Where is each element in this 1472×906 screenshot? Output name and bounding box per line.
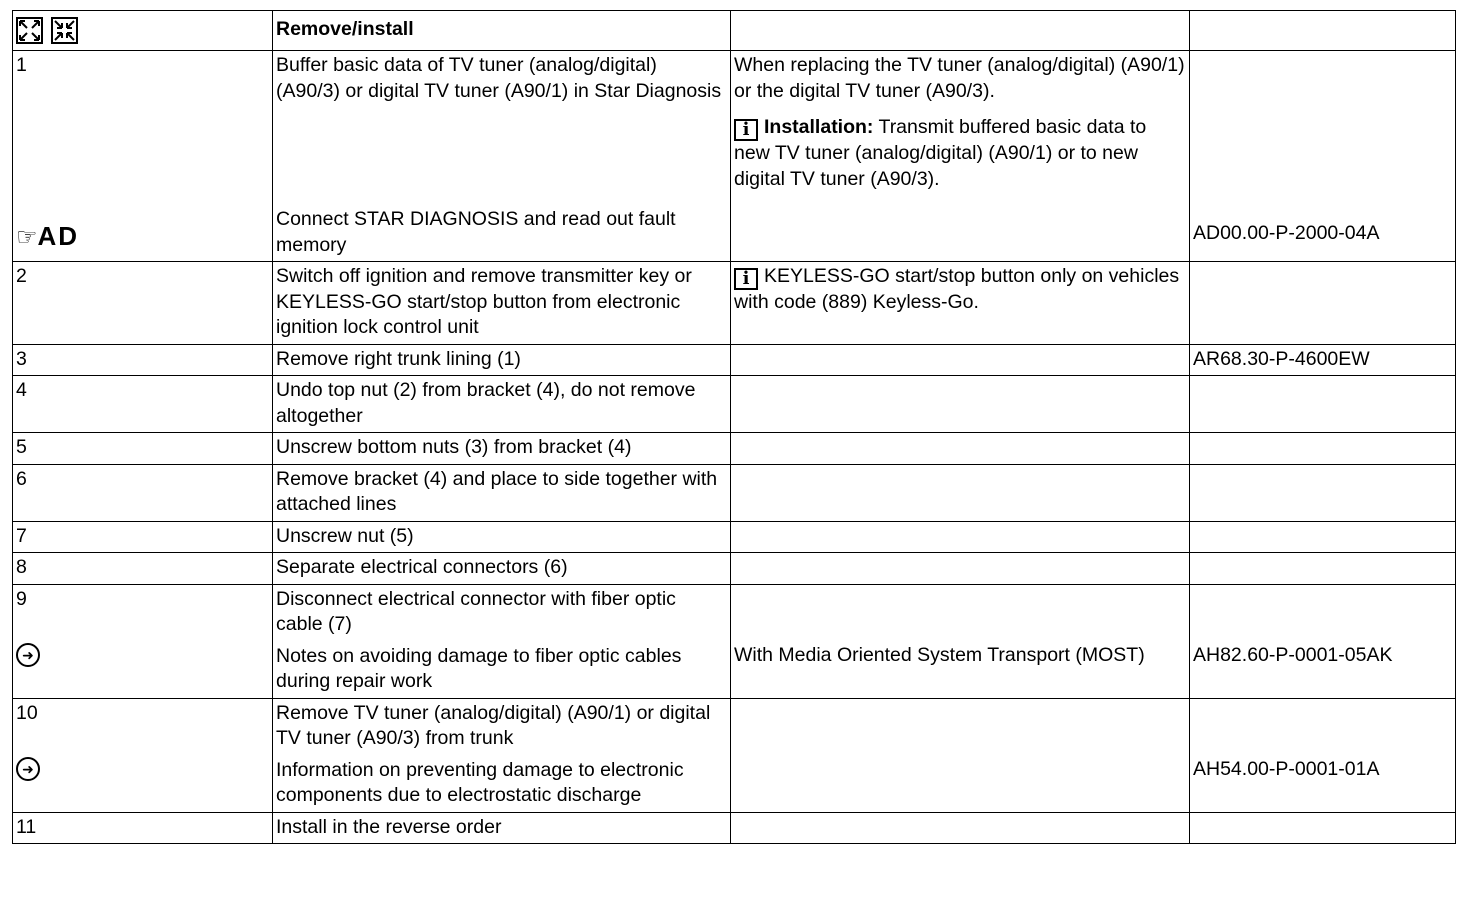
ref-cell (1190, 51, 1456, 262)
note-cell (731, 464, 1190, 521)
table-row (13, 433, 1456, 465)
header-empty (1190, 11, 1456, 51)
ref-cell (1190, 433, 1456, 465)
step-number: 7 (13, 521, 273, 553)
ref-cell (1190, 698, 1456, 812)
reference-link[interactable]: AR68.30-P-4600EW (1190, 344, 1456, 376)
task-text: Unscrew nut (5) (273, 521, 731, 553)
note-cell (731, 584, 1190, 698)
ad-badge (16, 221, 268, 253)
procedure-table (12, 10, 1456, 844)
step-number: 8 (13, 553, 273, 585)
task-text: Undo top nut (2) from bracket (4), do not remove altogether (273, 376, 731, 433)
table-row (13, 584, 1456, 698)
table-row (13, 521, 1456, 553)
task-text: Notes on avoiding damage to fiber optic cables during repair work (276, 644, 682, 692)
table-header-row (13, 11, 1456, 51)
note-circle-icon: ➜ (16, 643, 40, 667)
header-title: Remove/install (273, 11, 731, 51)
info-icon: i (734, 268, 758, 290)
ref-cell (1190, 812, 1456, 844)
ref-cell (1190, 521, 1456, 553)
task-text: Remove TV tuner (analog/digital) (A90/1) or digital TV tuner (A90/3) from trunk (276, 701, 711, 749)
step-cell (13, 698, 273, 812)
task-cell (273, 698, 731, 812)
note-cell (731, 698, 1190, 812)
step-number: 2 (13, 262, 273, 345)
note-installation (734, 115, 1185, 192)
reference-link[interactable]: AH82.60-P-0001-05AK (1193, 643, 1393, 666)
table-row (13, 698, 1456, 812)
note-bold-label: Installation: (764, 116, 874, 138)
note-circle-icon: ➜ (16, 757, 40, 781)
info-icon: i (734, 119, 758, 141)
task-cell (273, 51, 731, 262)
task-text: Switch off ignition and remove transmitter key or KEYLESS-GO start/stop button from electronic ignition lock control unit (273, 262, 731, 345)
note-cell (731, 344, 1190, 376)
ad-label: AD (37, 220, 80, 251)
task-text: Install in the reverse order (273, 812, 731, 844)
note-text: Transmit buffered basic data to new TV tuner (analog/digital) (A90/1) or to new digital TV tuner (A90/3). (734, 116, 1147, 190)
collapse-icon[interactable] (51, 17, 78, 44)
ref-cell (1190, 262, 1456, 345)
reference-link[interactable]: AD00.00-P-2000-04A (1193, 222, 1380, 244)
step-number: 6 (13, 464, 273, 521)
note-cell (731, 262, 1190, 345)
note-text: KEYLESS-GO start/stop button only on vehicles with code (889) Keyless-Go. (734, 265, 1180, 313)
table-row (13, 812, 1456, 844)
note-cell (731, 812, 1190, 844)
task-text: Disconnect electrical connector with fiber optic cable (7) (276, 587, 676, 635)
table-row (13, 376, 1456, 433)
table-row (13, 464, 1456, 521)
header-empty (731, 11, 1190, 51)
table-row (13, 344, 1456, 376)
table-row (13, 262, 1456, 345)
ref-cell (1190, 584, 1456, 698)
note-cell (731, 51, 1190, 262)
task-text: Connect STAR DIAGNOSIS and read out fault memory (276, 208, 676, 256)
note-cell (731, 433, 1190, 465)
task-text: Unscrew bottom nuts (3) from bracket (4) (273, 433, 731, 465)
task-cell (273, 584, 731, 698)
expand-icon[interactable] (16, 17, 43, 44)
step-number: 11 (13, 812, 273, 844)
note-text: When replacing the TV tuner (analog/digital) (A90/1) or the digital TV tuner (A90/3). (734, 54, 1185, 102)
step-number: 3 (13, 344, 273, 376)
header-icon-cell (13, 11, 273, 51)
reference-link[interactable]: AH54.00-P-0001-01A (1193, 757, 1380, 780)
step-cell (13, 51, 273, 262)
task-text: Remove bracket (4) and place to side together with attached lines (273, 464, 731, 521)
step-number: 9 (16, 587, 27, 610)
note-text: With Media Oriented System Transport (MOST) (734, 643, 1145, 666)
step-number: 1 (16, 54, 27, 76)
task-text: Remove right trunk lining (1) (273, 344, 731, 376)
note-cell (731, 376, 1190, 433)
step-number: 5 (13, 433, 273, 465)
table-row (13, 553, 1456, 585)
task-text: Separate electrical connectors (6) (273, 553, 731, 585)
note-cell (731, 553, 1190, 585)
step-cell (13, 584, 273, 698)
ref-cell (1190, 553, 1456, 585)
ref-cell (1190, 376, 1456, 433)
ref-cell (1190, 464, 1456, 521)
step-number: 4 (13, 376, 273, 433)
pointing-hand-icon: ☞ (16, 223, 38, 251)
step-number: 10 (16, 701, 38, 724)
table-row (13, 51, 1456, 262)
task-text: Information on preventing damage to electronic components due to electrostatic discharge (276, 758, 684, 806)
task-text: Buffer basic data of TV tuner (analog/digital) (A90/3) or digital TV tuner (A90/1) in Star Diagnosis (276, 54, 722, 102)
note-cell (731, 521, 1190, 553)
